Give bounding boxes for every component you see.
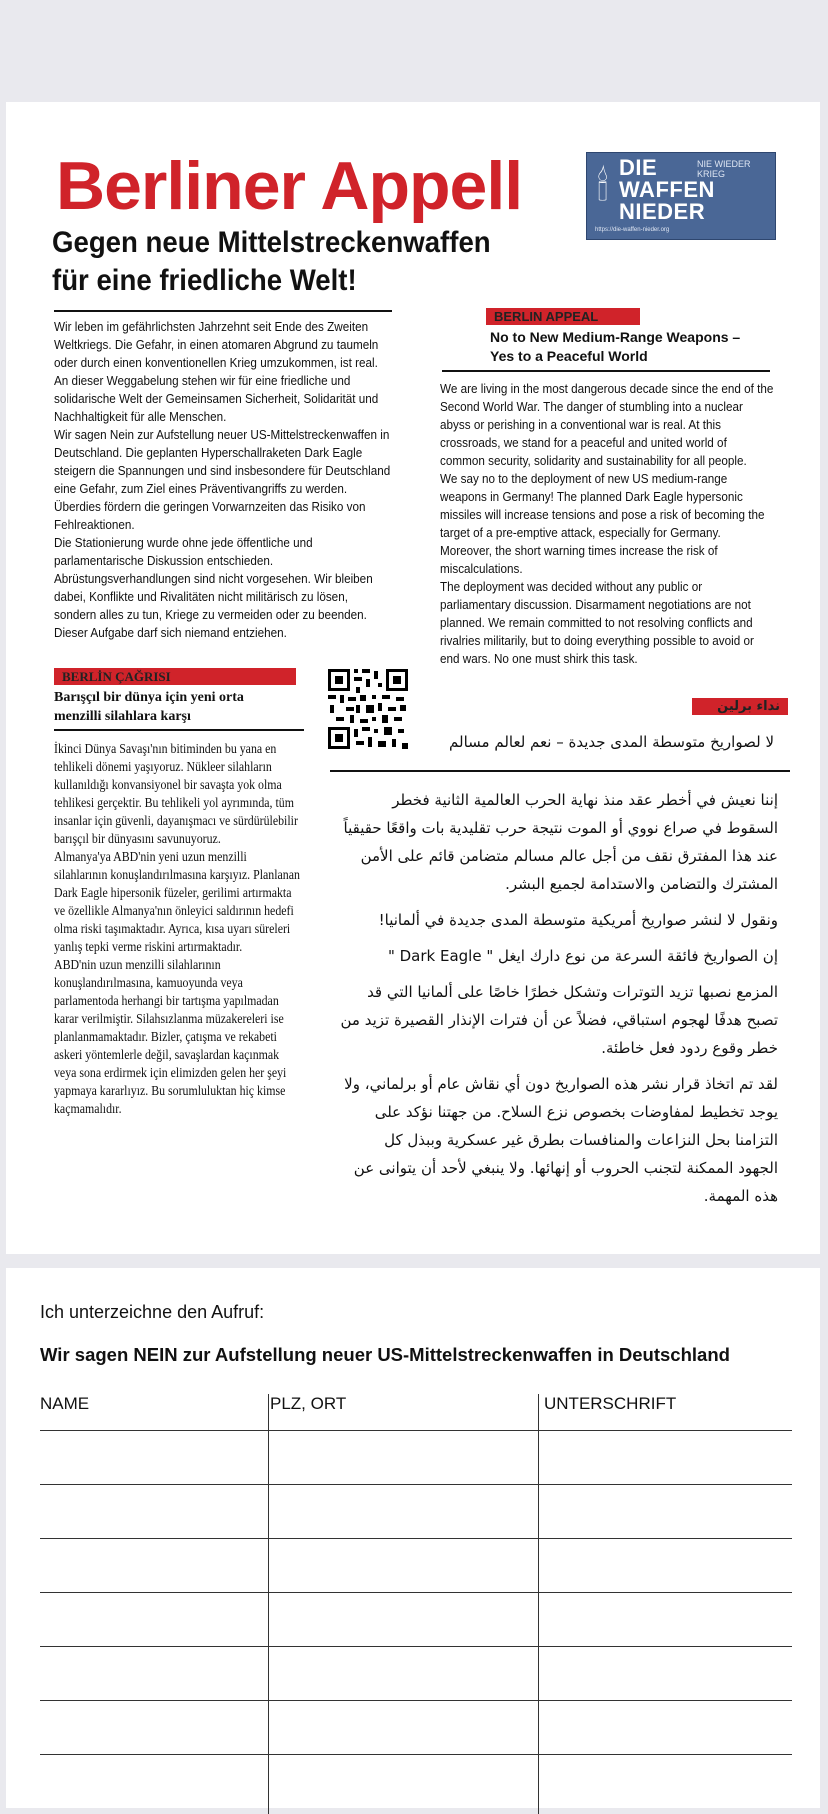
qr-code-graphic xyxy=(326,667,410,751)
turkish-paragraph: Almanya'ya ABD'nin yeni uzun menzilli silahlarının konuşlandırılmasına karşıyız. Planlanan Dark Eagle hipersonik füzeler, gerilimi artırmakta ve özellikle Almanya'nın önleyici saldırının hedefi olma riski taşımaktadır. Ayrıca, kısa uyarı süreleri yanlış tepki verme riskini artırmaktadır. xyxy=(54,849,300,954)
signature-row-line[interactable] xyxy=(40,1484,792,1485)
sheet-heading: Wir sagen NEIN zur Aufstellung neuer US-Mittelstreckenwaffen in Deutschland xyxy=(40,1344,730,1365)
signature-row-line[interactable] xyxy=(40,1592,792,1593)
qr-code[interactable] xyxy=(326,667,410,751)
turkish-heading-line-1: Barışçıl bir dünya için yeni orta xyxy=(54,690,244,705)
german-paragraph: Wir sagen Nein zur Aufstellung neuer US-Mittelstreckenwaffen in Deutschland. Die geplanten Hyperschallraketen Dark Eagle steigern die Spannungen und sind insbesondere für Deutschland eine Gefahr, zum Ziel eines Präventivangriffs zu werden. Überdies fördern die geringen Vorwarnzeiten das Risiko von Fehlreaktionen. xyxy=(54,427,391,532)
arabic-paragraph: إننا نعيش في أخطر عقد منذ نهاية الحرب العالمية الثانية فخطر السقوط في صراع نووي أو الموت نتيجة حرب تقليدية بات واقعًا حقيقياً عند هذا المفترق نقف من أجل عالم مسالم متضامن قائم على الأمن المشترك والتضامن والاستدامة لجميع البشر. xyxy=(343,791,778,893)
english-heading-line-2: Yes to a Peaceful World xyxy=(490,348,648,364)
signature-row-line xyxy=(40,1430,792,1431)
sheet-intro: Ich unterzeichne den Aufruf: xyxy=(40,1302,265,1322)
column-divider xyxy=(538,1394,539,1814)
flyer-title: Berliner Appell xyxy=(56,148,523,224)
signature-sheet xyxy=(6,1268,820,1808)
divider xyxy=(54,310,392,312)
subtitle-line-1: Gegen neue Mittelstreckenwaffen xyxy=(52,226,491,259)
german-text xyxy=(54,318,392,642)
arabic-paragraph: لقد تم اتخاذ قرار نشر هذه الصواريخ دون أي نقاش عام أو برلماني، ولا يوجد تخطيط لمفاوضات بخصوص نزع السلاح. من جهتنا نؤكد على التزامنا بحل النزاعات والمنافسات بطرق غير عسكرية وببذل كل الجهود الممكنة لتجنب الحروب أو إنهائها. ولا ينبغي لأحد أن يتوانى عن هذه المهمة. xyxy=(344,1075,778,1205)
english-heading xyxy=(490,328,790,366)
divider xyxy=(442,370,770,372)
english-heading-line-1: No to New Medium-Range Weapons – xyxy=(490,329,741,345)
column-header-unterschrift: UNTERSCHRIFT xyxy=(544,1394,677,1413)
logo-text-line2: WAFFEN xyxy=(619,177,715,202)
signature-row-line[interactable] xyxy=(40,1538,792,1539)
logo-text-line1: DIE xyxy=(619,155,658,180)
turkish-label: BERLİN ÇAĞRISI xyxy=(54,668,296,685)
column-header-plz-ort: PLZ, ORT xyxy=(270,1394,347,1413)
turkish-text xyxy=(54,740,302,1118)
turkish-heading xyxy=(54,688,294,726)
arabic-paragraph: المزمع نصبها تزيد التوترات وتشكل خطرًا خاصًا على ألمانيا التي قد تصبح هدفًا لهجوم استباقي، فضلاً عن أن فترات الإنذار القصيرة تزيد من خطر وقوع ردود فعل خاطئة. xyxy=(340,983,778,1057)
flyer-page xyxy=(6,102,820,1254)
arabic-paragraph: إن الصواريخ فائقة السرعة من نوع دارك ايغل " Dark Eagle " xyxy=(387,947,778,965)
arabic-paragraph: ونقول لا لنشر صواريخ أمريكية متوسطة المدى جديدة في ألمانيا! xyxy=(378,911,778,929)
signature-row-line[interactable] xyxy=(40,1754,792,1755)
signature-row-line[interactable] xyxy=(40,1646,792,1647)
column-divider xyxy=(268,1394,269,1814)
divider xyxy=(330,770,790,772)
arabic-heading: لا لصواريخ متوسطة المدى جديدة – نعم لعالم مسالم xyxy=(449,733,774,751)
english-paragraph: We say no to the deployment of new US medium-range weapons in Germany! The planned Dark Eagle hypersonic missiles will increase tensions and pose a risk of becoming the target of a pre-emptive attack, especially for Germany. Moreover, the short warning times increase the risk of miscalculations. xyxy=(440,471,765,576)
logo-text-line3: NIEDER xyxy=(619,199,706,224)
turkish-paragraph: İkinci Dünya Savaşı'nın bitiminden bu yana en tehlikeli dönemi yaşıyoruz. Nükleer silahların kullanıldığı konvansiyonel bir savaşta yok olma tehlikesi gerçektir. Bu tehlikeli yol ayrımında, tüm insanlar için güvenli, dayanışmacı ve sürdürülebilir barışçıl bir dünyasını savunuyoruz. xyxy=(54,741,298,846)
german-paragraph: Wir leben im gefährlichsten Jahrzehnt seit Ende des Zweiten Weltkriegs. Die Gefahr, in einen atomaren Abgrund zu taumeln oder durch einen konventionellen Krieg umzukommen, ist real. An dieser Weggabelung stehen wir für eine friedliche und solidarische Welt der Gemeinsamen Sicherheit, Solidarität und Nachhaltigkeit für alle Menschen. xyxy=(54,319,379,424)
turkish-heading-line-2: menzilli silahlara karşı xyxy=(54,709,191,724)
column-header-name: NAME xyxy=(40,1394,90,1413)
bomb-icon: 🕯 xyxy=(597,165,609,209)
german-paragraph: Die Stationierung wurde ohne jede öffentliche und parlamentarische Diskussion entschieden. Abrüstungsverhandlungen sind nicht vorgesehen. Wir bleiben dabei, Konflikte und Rivalitäten nicht militärisch zu lösen, sondern alles zu tun, Kriege zu vermeiden oder zu beenden. Dieser Aufgabe darf sich niemand entziehen. xyxy=(54,535,373,640)
english-paragraph: The deployment was decided without any public or parliamentary discussion. Disarmament negotiations are not planned. We remain committed to not resolving conflicts and rivalries militarily, but to doing everything possible to avoid or end wars. No one must shirk this task. xyxy=(440,579,754,666)
divider xyxy=(54,729,304,731)
logo-tagline: NIE WIEDER KRIEG xyxy=(697,159,751,179)
arabic-label: نداء برلين xyxy=(692,698,788,715)
english-label: BERLIN APPEAL xyxy=(486,308,640,325)
arabic-text xyxy=(340,786,778,1210)
english-text xyxy=(440,380,775,668)
subtitle-line-2: für eine friedliche Welt! xyxy=(52,264,357,297)
signature-row-line[interactable] xyxy=(40,1700,792,1701)
logo-url: https://die-waffen-nieder.org xyxy=(595,227,670,233)
english-paragraph: We are living in the most dangerous decade since the end of the Second World War. The danger of stumbling into a nuclear abyss or perishing in a conventional war is real. At this crossroads, we stand for a peaceful and united world of common security, solidarity and sustainability for all people. xyxy=(440,381,774,468)
flyer-subtitle xyxy=(52,224,549,300)
turkish-paragraph: ABD'nin uzun menzilli silahlarının konuşlandırılmasına, kamuoyunda veya parlamentoda herhangi bir tartışma yapılmadan karar verilmiştir. Silahsızlanma müzakereleri ise planlanmamaktadır. Bizler, çatışma ve rekabeti askeri yöntemlerle değil, savaşlardan kaçınmak veya sona erdirmek için elimizden gelen her şeyi yapmaya kararlıyız. Bu sorumluluktan hiç kimse kaçmamalıdır. xyxy=(54,957,287,1116)
die-waffen-nieder-logo xyxy=(586,152,776,240)
